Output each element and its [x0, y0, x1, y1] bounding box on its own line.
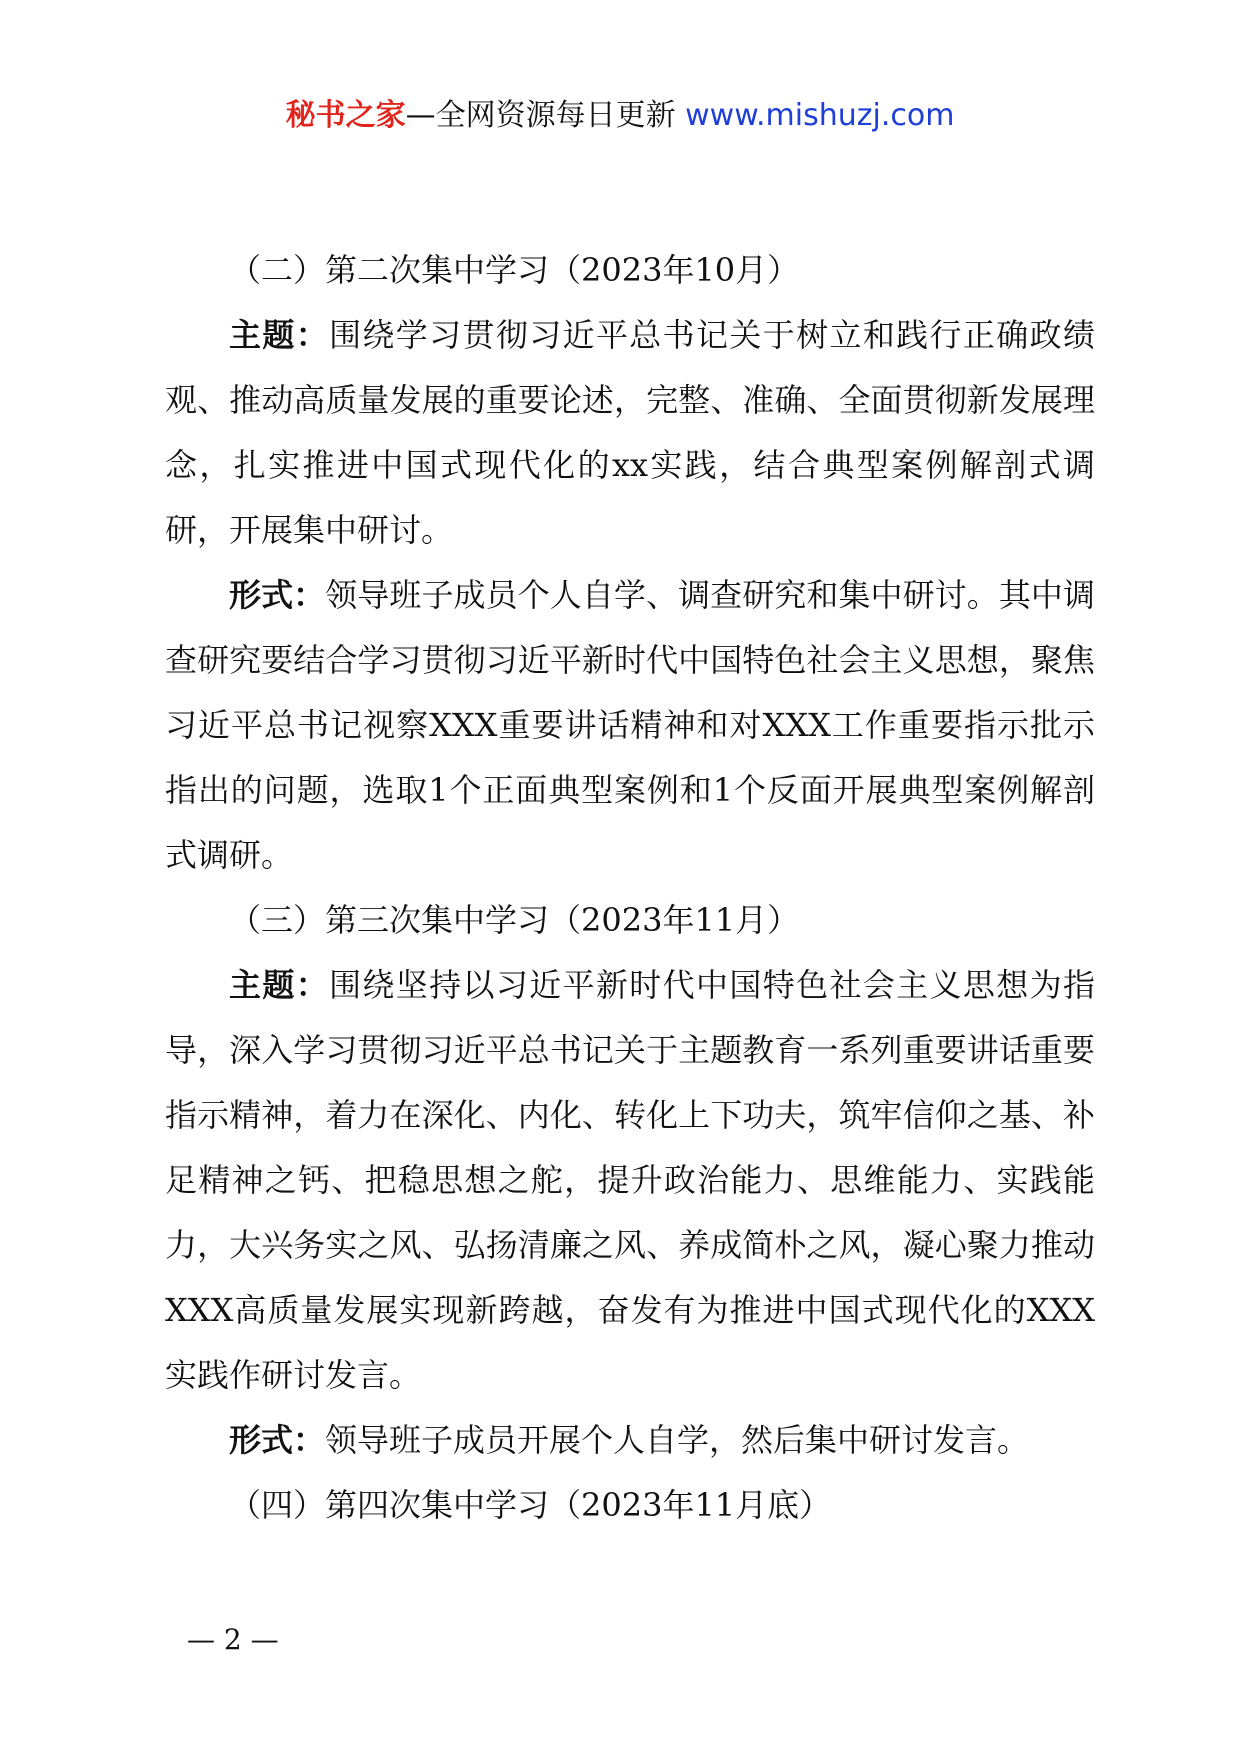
theme-text: 围绕学习贯彻习近平总书记关于树立和践行正确政绩观、推动高质量发展的重要论述，完整、准确、全面贯彻新发展理念，扎实推进中国式现代化的xx实践，结合典型案例解剖式调研，开展集中研讨。 — [165, 316, 1095, 549]
form-label: 形式： — [229, 576, 326, 614]
section-3-theme — [165, 953, 1095, 1408]
form-text: 领导班子成员个人自学、调查研究和集中研讨。其中调查研究要结合学习贯彻习近平新时代中国特色社会主义思想，聚焦习近平总书记视察XXX重要讲话精神和对XXX工作重要指示批示指出的问题，选取1个正面典型案例和1个反面开展典型案例解剖式调研。 — [165, 576, 1095, 874]
page-number: — 2 — — [187, 1623, 279, 1656]
theme-text: 围绕坚持以习近平新时代中国特色社会主义思想为指导，深入学习贯彻习近平总书记关于主题教育一系列重要讲话重要指示精神，着力在深化、内化、转化上下功夫，筑牢信仰之基、补足精神之钙、把稳思想之舵，提升政治能力、思维能力、实践能力，大兴务实之风、弘扬清廉之风、养成简朴之风，凝心聚力推动XXX高质量发展实现新跨越，奋发有为推进中国式现代化的XXX实践作研讨发言。 — [165, 966, 1095, 1394]
site-header — [0, 96, 1240, 136]
document-body — [165, 238, 1095, 1538]
section-2-theme — [165, 303, 1095, 563]
section-2-form — [165, 563, 1095, 888]
section-heading-4: （四）第四次集中学习（2023年11月底） — [229, 1486, 832, 1524]
section-heading-3: （三）第三次集中学习（2023年11月） — [229, 901, 800, 939]
form-label: 形式： — [229, 1421, 326, 1459]
site-slogan: —全网资源每日更新 — [405, 98, 676, 133]
theme-label: 主题： — [229, 966, 330, 1004]
form-text: 领导班子成员开展个人自学，然后集中研讨发言。 — [325, 1421, 1030, 1459]
section-3-form — [165, 1408, 1095, 1473]
site-url-link[interactable]: www.mishuzj.com — [685, 98, 955, 133]
theme-label: 主题： — [229, 316, 330, 354]
site-brand: 秘书之家 — [285, 98, 406, 133]
section-heading-2: （二）第二次集中学习（2023年10月） — [229, 251, 800, 289]
